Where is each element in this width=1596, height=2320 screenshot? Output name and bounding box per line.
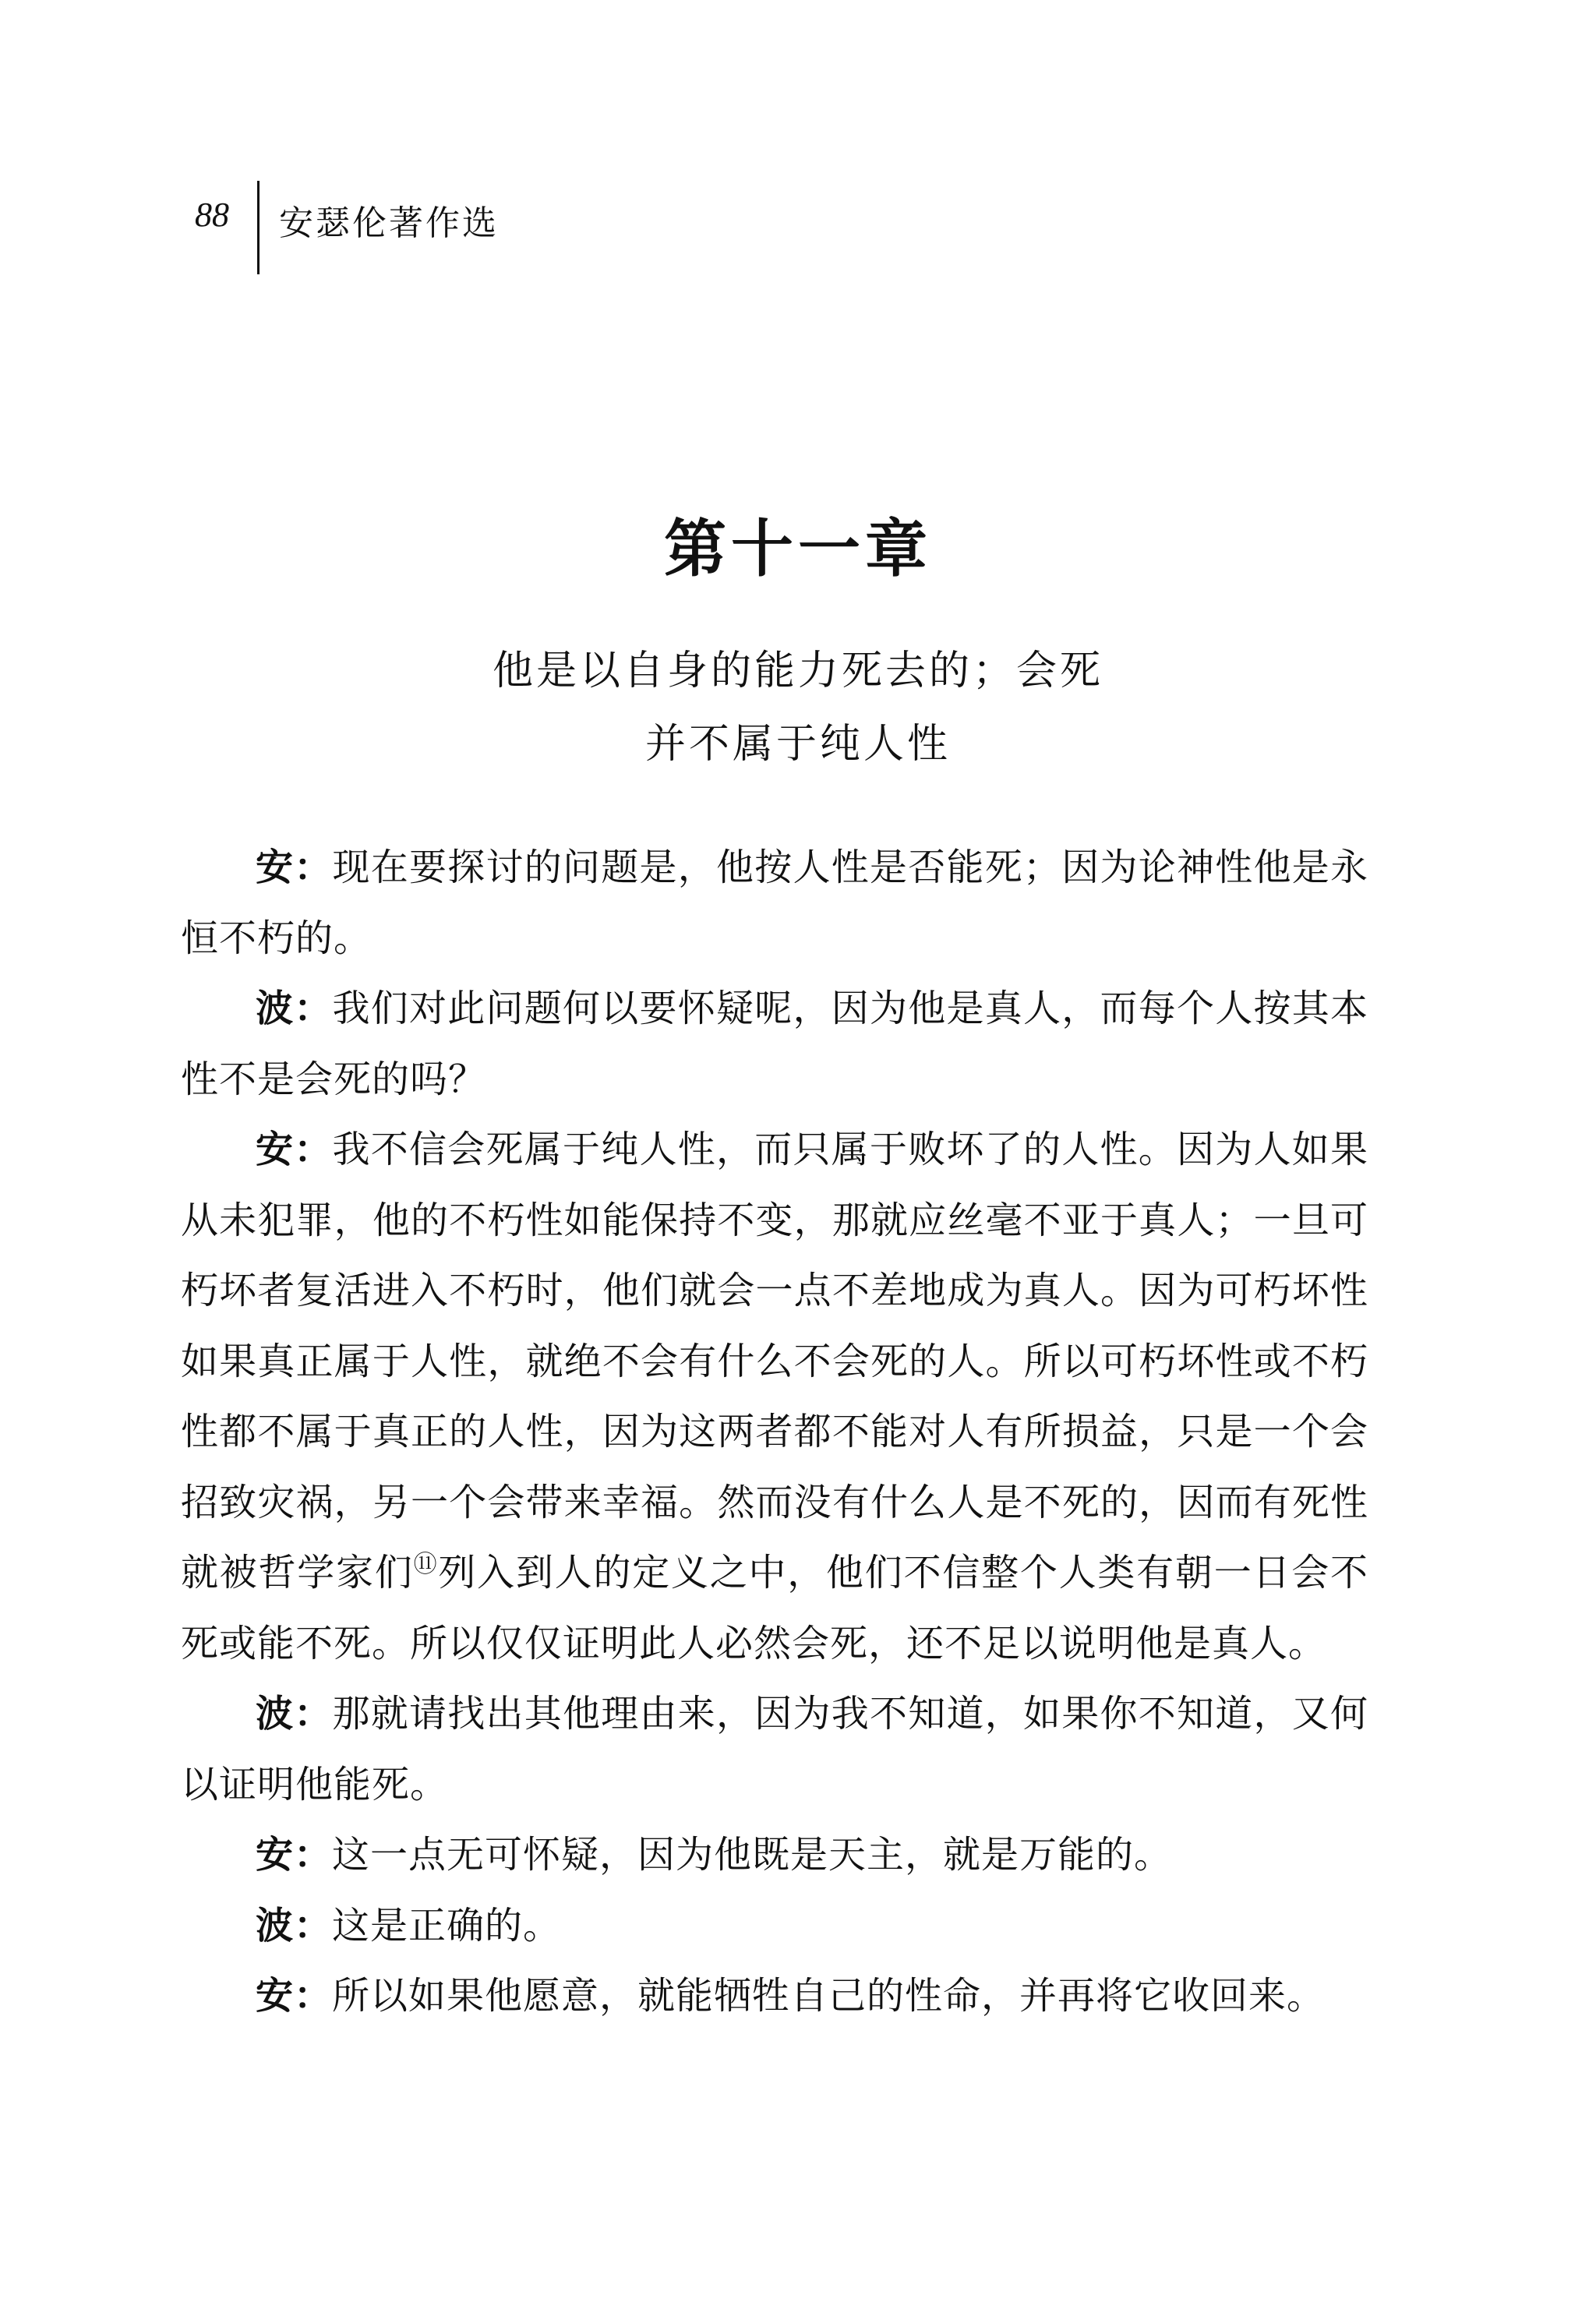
paragraph-text: 这是正确的。 — [332, 1903, 562, 1947]
dialogue-paragraph — [181, 1820, 1368, 1891]
speaker-label: 波： — [256, 1692, 333, 1736]
paragraph-text: 我们对此问题何以要怀疑呢，因为他是真人，而每个人按其本性不是会死的吗？ — [181, 987, 1368, 1101]
paragraph-text: 现在要探讨的问题是，他按人性是否能死；因为论神性他是永恒不朽的。 — [181, 846, 1368, 960]
paragraph-text-continued: 列入到人的定义之中，他们不信整个人类有朝一日会不死或能不死。所以仅仅证明此人必然会死，还不足以说明他是真人。 — [181, 1551, 1368, 1665]
dialogue-body — [181, 832, 1368, 2032]
speaker-label: 安： — [256, 846, 333, 889]
dialogue-paragraph — [181, 832, 1368, 973]
dialogue-paragraph — [181, 1961, 1368, 2032]
chapter-subtitle-line-2: 并不属于纯人性 — [644, 721, 951, 768]
header-divider — [257, 181, 260, 274]
speaker-label: 波： — [256, 987, 333, 1030]
speaker-label: 波： — [256, 1903, 333, 1947]
book-title: 安瑟伦著作选 — [279, 203, 499, 243]
paragraph-text: 我不信会死属于纯人性，而只属于败坏了的人性。因为人如果从未犯罪，他的不朽性如能保持不变，那就应丝毫不亚于真人；一旦可朽坏者复活进入不朽时，他们就会一点不差地成为真人。因为可朽坏性如果真正属于人性，就绝不会有什么不会死的人。所以可朽坏性或不朽性都不属于真正的人性，因为这两者都不能对人有所损益，只是一个会招致灾祸，另一个会带来幸福。然而没有什么人是不死的，因而有死性就被哲学家们 — [181, 1128, 1368, 1594]
speaker-label: 安： — [256, 1974, 333, 2018]
speaker-label: 安： — [256, 1128, 333, 1171]
dialogue-paragraph — [181, 1679, 1368, 1820]
footnote-reference[interactable]: ⑪ — [413, 1551, 439, 1578]
paragraph-text: 这一点无可怀疑，因为他既是天主，就是万能的。 — [332, 1833, 1173, 1877]
dialogue-paragraph — [181, 973, 1368, 1114]
chapter-subtitle-line-1: 他是以自身的能力死去的；会死 — [492, 648, 1103, 694]
paragraph-text: 那就请找出其他理由来，因为我不知道，如果你不知道，又何以证明他能死。 — [181, 1692, 1368, 1806]
dialogue-paragraph — [181, 1891, 1368, 1962]
paragraph-text: 所以如果他愿意，就能牺牲自己的性命，并再将它收回来。 — [332, 1974, 1326, 2018]
chapter-title: 第十一章 — [664, 513, 932, 585]
dialogue-paragraph — [181, 1114, 1368, 1679]
speaker-label: 安： — [256, 1833, 333, 1877]
page-number: 88 — [195, 196, 229, 234]
